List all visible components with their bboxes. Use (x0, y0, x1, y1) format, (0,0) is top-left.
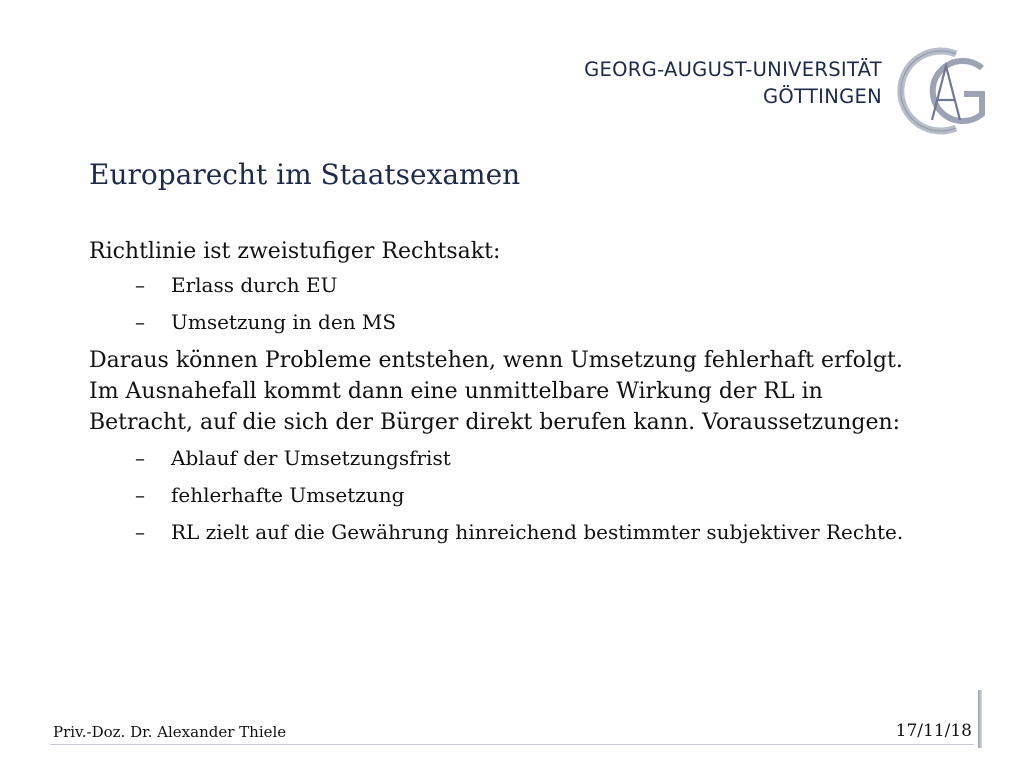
list-voraussetzungen (89, 444, 919, 546)
paragraph-intro: Richtlinie ist zweistufiger Rechtsakt: (89, 239, 501, 264)
slide-title: Europarecht im Staatsexamen (89, 158, 521, 191)
list-item: – Erlass durch EU (135, 273, 338, 297)
dash-bullet: – (135, 273, 145, 297)
footer-divider (50, 744, 974, 745)
university-name-line1: GEORG-AUGUST-UNIVERSITÄT (584, 58, 882, 81)
list-item: – fehlerhafte Umsetzung (135, 483, 405, 507)
dash-bullet: – (135, 446, 145, 470)
footer-date: 17/11/18 (895, 721, 972, 741)
list-item: – Umsetzung in den MS (135, 310, 397, 334)
svg-text:· · · ·: · · · · (930, 129, 944, 136)
list-rechtsakt-steps (89, 271, 919, 336)
university-name-line2: GÖTTINGEN (763, 85, 882, 108)
university-seal-icon (894, 46, 994, 136)
dash-bullet: – (135, 483, 145, 507)
list-item: – Ablauf der Umsetzungsfrist (135, 446, 451, 470)
list-item: – RL zielt auf die Gewährung hinreichend bestimmter subjektiver Rechte. (135, 520, 904, 544)
footer-vertical-bar (978, 690, 982, 748)
paragraph-explanation: Daraus können Probleme entstehen, wenn Umsetzung fehlerhaft erfolgt. Im Ausnahefall kommt dann eine unmittelbare Wirkung der RL in Betracht, auf die sich der Bürger direkt berufen kann. Voraussetzungen: (89, 348, 903, 435)
dash-bullet: – (135, 520, 145, 544)
university-name (584, 56, 882, 110)
dash-bullet: – (135, 310, 145, 334)
footer-author: Priv.-Doz. Dr. Alexander Thiele (53, 723, 287, 741)
slide-body (89, 236, 919, 555)
